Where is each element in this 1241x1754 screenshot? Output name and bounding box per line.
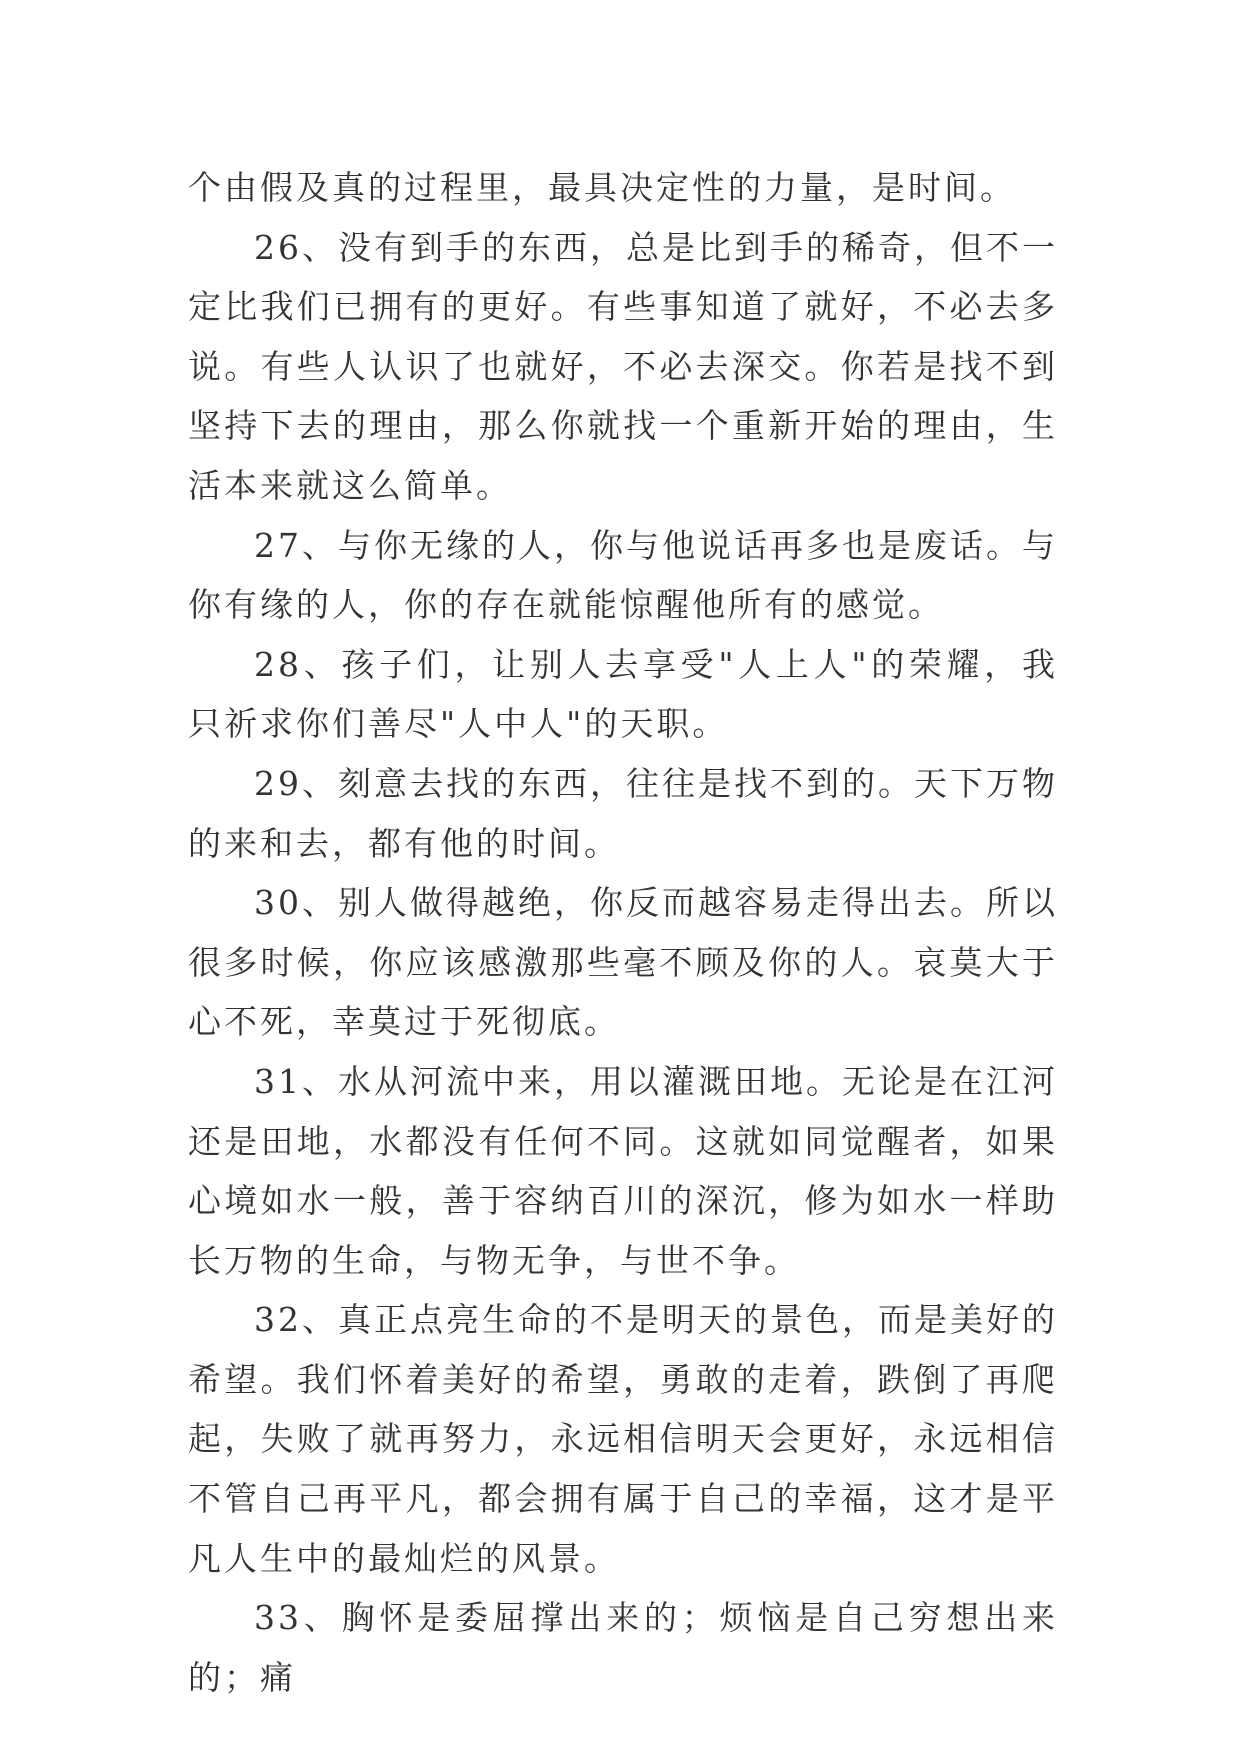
paragraph: 32、真正点亮生命的不是明天的景色，而是美好的希望。我们怀着美好的希望，勇敢的走着，跌倒了再爬起，失败了就再努力，永远相信明天会更好，永远相信不管自己再平凡，都会拥有属于自己的幸福，这才是平凡人生中的最灿烂的风景。 <box>188 1300 1058 1578</box>
paragraph: 27、与你无缘的人，你与他说话再多也是废话。与你有缘的人，你的存在就能惊醒他所有的感觉。 <box>188 525 1058 625</box>
paragraph: 30、别人做得越绝，你反而越容易走得出去。所以很多时候，你应该感激那些毫不顾及你的人。哀莫大于心不死，幸莫过于死彻底。 <box>188 883 1058 1042</box>
paragraph: 个由假及真的过程里，最具决定性的力量，是时间。 <box>188 168 1016 207</box>
paragraph: 29、刻意去找的东西，往往是找不到的。天下万物的来和去，都有他的时间。 <box>188 763 1058 863</box>
paragraph: 33、胸怀是委屈撑出来的；烦恼是自己穷想出来的；痛 <box>188 1598 1058 1697</box>
paragraph: 31、水从河流中来，用以灌溉田地。无论是在江河还是田地，水都没有任何不同。这就如同觉醒者，如果心境如水一般，善于容纳百川的深沉，修为如水一样助长万物的生命，与物无争，与世不争。 <box>188 1061 1058 1280</box>
paragraph: 26、没有到手的东西，总是比到手的稀奇，但不一定比我们已拥有的更好。有些事知道了就好，不必去多说。有些人认识了也就好，不必去深交。你若是找不到坚持下去的理由，那么你就找一个重新开始的理由，生活本来就这么简单。 <box>188 227 1058 505</box>
body-text <box>188 158 1058 1707</box>
paragraph: 28、孩子们，让别人去享受"人上人"的荣耀，我只祈求你们善尽"人中人"的天职。 <box>188 644 1058 744</box>
